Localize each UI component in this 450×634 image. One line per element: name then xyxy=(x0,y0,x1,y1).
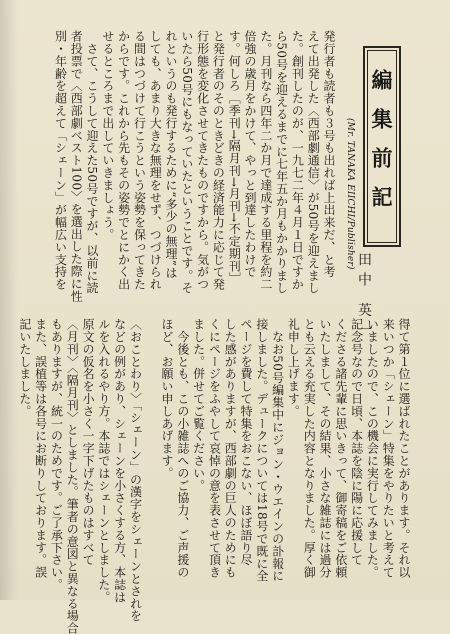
binding-shadow xyxy=(0,0,18,600)
author-romaji: (Mr. TANAKA EIICHI/Publisher) xyxy=(345,118,355,270)
editorial-body-lower: 得て第１位に選ばれたことがあります。それ以 来いつか「シェーン」特集をやりたいと考えて いましたので、この機会に実行してみました。 記念号なので日頃、本誌を陰に陽に応援して くださる諸先輩に思いきって、御寄稿をご依頼 いたしまして、その結果、小さな雑誌には過分 とも云える充実した内容となりました。厚く御 礼申し上げます。 なお50号編集中にジョン・ウエインの訃報に 接しました。デュークについては18号で既に全 ページを費して特集をおこない、ほぼ語り尽 した感がありますが、西部劇の巨人のためにも くにページをふやして哀悼の意を表させて頂き ました。併せてご覧ください。 今後とも、この小雑誌へのご協力、ご声援の ほど、お願い申しあげます。 〈おことわり〉「シェーン」の漢字をシェーンとされを などの例があり、シェーンを小さくする方、本誌は ルを入れるやり方。本誌ではシェーンとしました。 原文の仮名を小さく一字下げたものはすべて 〈月刊〉〈隔月刊〉としました。筆者の意図と異なる場合 もありますが、統一のためです。ご了承下さい。 また、誤植等は各号にお断りしております。誤 記いたしました。 xyxy=(17,318,411,634)
author-name: 田中 英一 xyxy=(356,252,372,343)
editorial-body-upper: 発行者も読者も３号も出れば上出来だ、と考 えて出発した〈西部劇通信〉が50号を迎えまし た。創刊したのが、一九七二年４月１日ですか ら50号を迎えるまでに七年五か月もかかりまし た。月刊なら四年二か月で達成する里程を約二 倍強の歳月をかけて、やっと到達したわけで す。何しろ［季刊→隔月刊→月刊→不定期刊］ と発行者のそのときどきの経済能力に応じて発 行形態を変化させてきたものですから。気がつ いたら50号にもなっていたということです。そ れというのも発行するために“多少の無理”は しても、あまり大きな無理をせず、つづけられ る間はつづけて行こうという姿勢を保ってきた からです。これから先もその姿勢でとにかく出 せるところまで出していきましょう。 さて、こうして迎えた50号ですが、以前に読 者投票で〈西部劇ベスト100〉を選出した際に性 別・年齢を超えて「シェーン」が幅広い支持を xyxy=(53,30,336,303)
column-title: 編集前記 xyxy=(369,69,394,225)
